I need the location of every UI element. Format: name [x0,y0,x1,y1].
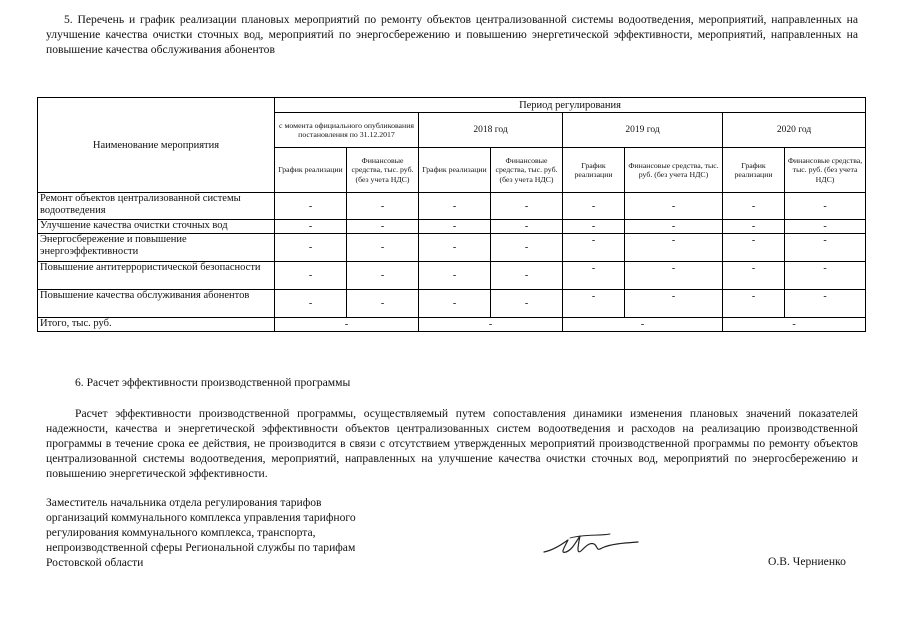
table-cell: - [723,234,785,262]
table-cell: - [491,234,563,262]
table-cell: - [723,262,785,290]
table-cell: - [419,220,491,234]
table-cell: - [419,262,491,290]
table-row [38,262,866,290]
table-cell: - [275,234,347,262]
row-name: Энергосбережение и повышение энергоэффективности [38,234,275,262]
table-cell: - [419,234,491,262]
column-header-schedule: График реализации [419,148,491,193]
table-cell: - [563,290,625,318]
section-5-heading: 5. Перечень и график реализации плановых мероприятий по ремонту объектов централизованной системы водоотведения, мероприятий, направленных на улучшение качества очистки сточных вод, мероприятий по энергосбережению и повышению энергетической эффективности, мероприятий, направленных на повышение качества обслуживания абонентов [46,13,858,56]
column-header-funds: Финансовые средства, тыс. руб. (без учета НДС) [625,148,723,193]
table-cell: - [785,262,866,290]
table-cell: - [625,234,723,262]
column-header-funds: Финансовые средства, тыс. руб. (без учета НДС) [347,148,419,193]
name-column-header: Наименование мероприятия [38,98,275,193]
table-row [38,234,866,262]
row-name: Ремонт объектов централизованной системы водоотведения [38,193,275,220]
column-header-funds: Финансовые средства, тыс. руб. (без учета НДС) [785,148,866,193]
row-name: Улучшение качества очистки сточных вод [38,220,275,234]
table-header-row-period [38,98,866,113]
row-name: Повышение антитеррористической безопасности [38,262,275,290]
table-cell: - [625,193,723,220]
total-cell: - [723,318,866,332]
period-header: Период регулирования [275,98,866,113]
table-cell: - [563,220,625,234]
table-cell: - [563,262,625,290]
table-row [38,220,866,234]
section-6-heading: 6. Расчет эффективности производственной программы [75,376,351,389]
total-label: Итого, тыс. руб. [38,318,275,332]
column-header-schedule: График реализации [723,148,785,193]
table-cell: - [785,220,866,234]
table-cell: - [723,220,785,234]
table-cell: - [275,193,347,220]
period-header-2018: 2018 год [419,113,563,148]
table-cell: - [625,220,723,234]
table-cell: - [275,220,347,234]
table-cell: - [723,290,785,318]
table-cell: - [347,290,419,318]
table-cell: - [419,193,491,220]
section-6-text: Расчет эффективности производственной программы, осуществляемый путем сопоставления динамики изменения плановых значений показателей надежности, качества и энергетической эффективности объектов централизованных систем водоотведения и расходов на реализацию производственной программы в течение срока ее действия, не производится в связи с отсутствием утвержденных мероприятий производственной программы по ремонту объектов централизованной системы водоотведения, мероприятий, направленных на улучшение качества очистки сточных вод, мероприятий по энергосбережению и повышению энергетической эффективности. [46,407,858,480]
signatory-name: О.В. Черниенко [768,555,846,568]
table-cell: - [785,234,866,262]
table-cell: - [347,262,419,290]
signatory-position: Заместитель начальника отдела регулирования тарифов организаций коммунального комплекса управления тарифного регулирования коммунального комплекса, транспорта, непроизводственной сферы Региональной службы по тарифам Ростовской области [46,496,356,569]
table-total-row [38,318,866,332]
table-cell: - [347,234,419,262]
table-cell: - [275,290,347,318]
table-cell: - [625,290,723,318]
table-cell: - [275,262,347,290]
table-cell: - [491,220,563,234]
table-cell: - [785,193,866,220]
table-cell: - [491,290,563,318]
total-cell: - [419,318,563,332]
period-header-2019: 2019 год [563,113,723,148]
period-header-initial: с момента официального опубликования постановления по 31.12.2017 [275,113,419,148]
table-cell: - [491,262,563,290]
table-cell: - [347,193,419,220]
total-cell: - [275,318,419,332]
table-row [38,193,866,220]
table-cell: - [419,290,491,318]
period-header-2020: 2020 год [723,113,866,148]
activities-table [37,97,866,332]
table-cell: - [347,220,419,234]
table-cell: - [563,193,625,220]
table-cell: - [723,193,785,220]
column-header-funds: Финансовые средства, тыс. руб. (без учета НДС) [491,148,563,193]
row-name: Повышение качества обслуживания абонентов [38,290,275,318]
table-cell: - [491,193,563,220]
table-row [38,290,866,318]
table-cell: - [625,262,723,290]
total-cell: - [563,318,723,332]
table-cell: - [785,290,866,318]
handwritten-signature [540,530,650,564]
column-header-schedule: График реализации [275,148,347,193]
table-cell: - [563,234,625,262]
column-header-schedule: График реализации [563,148,625,193]
